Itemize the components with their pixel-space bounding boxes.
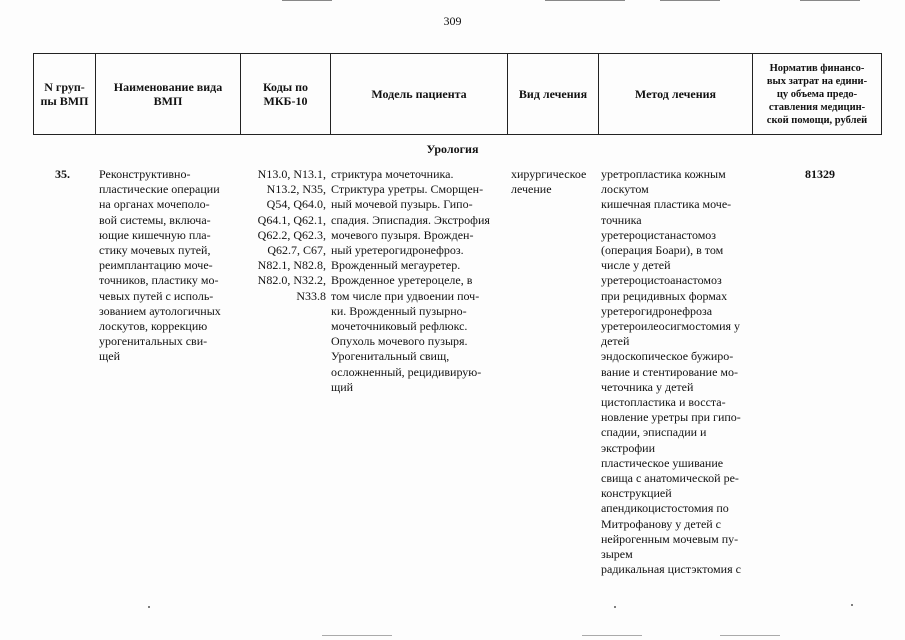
- scan-mark: [322, 635, 392, 636]
- text-line: реимплантацию моче-: [99, 258, 213, 273]
- text-line: Q64.1, Q62.1,: [257, 212, 326, 227]
- text-line: апендикоцистостомия по: [601, 501, 729, 516]
- table-header: [33, 53, 882, 135]
- text-line: новление уретры при гипо-: [601, 410, 741, 425]
- text-line: зованием аутологичных: [99, 303, 221, 318]
- text-line: радикальная цистэктомия с: [601, 562, 741, 577]
- text-line: N13.0, N13.1,: [257, 167, 326, 181]
- text-line: уретерогидронефроза: [601, 303, 713, 318]
- text-line: щей: [99, 349, 120, 364]
- text-line: Митрофанову у детей с: [601, 516, 722, 531]
- header-name-label: Наименование вида ВМП: [113, 80, 223, 108]
- treatment-method: [601, 167, 754, 577]
- text-line: экстрофии: [601, 440, 656, 455]
- text-line: хирургическое: [511, 167, 587, 181]
- text-line: N33.8: [296, 288, 326, 303]
- header-group-label: N груп- пы ВМП: [40, 80, 89, 108]
- text-line: числе у детей: [601, 258, 671, 273]
- text-line: Реконструктивно-: [99, 167, 191, 181]
- scan-mark: [545, 0, 625, 1]
- text-line: уретероцистоанастомоз: [601, 273, 722, 288]
- scan-mark: [660, 0, 720, 1]
- text-line: ный мочевой пузырь. Гипо-: [331, 197, 473, 212]
- section-title: Урология: [426, 142, 479, 156]
- text-line: цистопластика и восста-: [601, 395, 726, 410]
- treatment-type: [511, 167, 599, 197]
- header-name: [96, 54, 241, 135]
- text-line: (операция Боари), в том: [601, 243, 724, 258]
- text-line: точника: [601, 212, 642, 227]
- text-line: Врожденное уретероцеле, в: [331, 273, 473, 288]
- cost-norm: 81329: [805, 167, 835, 181]
- text-line: спадия. Эписпадия. Экстрофия: [331, 212, 490, 227]
- text-line: ки. Врожденный пузырно-: [331, 303, 467, 318]
- text-line: N82.1, N82.8,: [257, 258, 326, 273]
- scan-mark: [282, 0, 332, 1]
- text-line: нейрогенным мочевым пу-: [601, 531, 739, 546]
- text-line: Q54, Q64.0,: [266, 197, 326, 212]
- text-line: на органах мочеполо-: [99, 197, 210, 212]
- text-line: осложненный, рецидивирую-: [331, 364, 482, 379]
- scan-speck: [851, 604, 853, 606]
- text-line: щий: [331, 379, 354, 394]
- text-line: спадии, эписпадии и: [601, 425, 707, 440]
- text-line: точников, пластику мо-: [99, 273, 219, 288]
- text-line: Q62.2, Q62.3,: [257, 227, 326, 242]
- text-line: том числе при удвоении поч-: [331, 288, 480, 303]
- text-line: при рецидивных формах: [601, 288, 728, 303]
- text-line: чевых путей с исполь-: [99, 288, 214, 303]
- text-line: ный уретерогидронефроз.: [331, 243, 464, 258]
- text-line: Q62.7, C67,: [267, 243, 326, 258]
- header-model: [331, 54, 508, 135]
- header-norm-label: Норматив финансо- вых затрат на едини- цу объема предо- ставления медицин- ской помощи, рублей: [766, 62, 868, 126]
- header-method-label: Метод лечения: [634, 87, 717, 101]
- text-line: вой системы, включа-: [99, 212, 211, 227]
- row-number: 35.: [55, 167, 70, 181]
- text-line: урогенитальных сви-: [99, 334, 208, 349]
- scan-speck: [148, 606, 150, 608]
- text-line: эндоскопическое бужиро-: [601, 349, 734, 364]
- text-line: Стриктура уретры. Сморщен-: [331, 182, 484, 197]
- text-line: кишечная пластика моче-: [601, 197, 732, 212]
- header-norm: [753, 54, 882, 135]
- text-line: лоскутов, коррекцию: [99, 319, 208, 334]
- text-line: четочника у детей: [601, 379, 694, 394]
- text-line: свища с анатомической ре-: [601, 471, 739, 486]
- text-line: мочевого пузыря. Врожден-: [331, 227, 474, 242]
- text-line: лоскутом: [601, 182, 649, 197]
- text-line: конструкцией: [601, 486, 672, 501]
- text-line: Опухоль мочевого пузыря.: [331, 334, 468, 349]
- text-line: ющие кишечную пла-: [99, 227, 211, 242]
- vmp-name: [99, 167, 239, 365]
- icd-codes: [240, 167, 326, 304]
- header-treatment-type-label: Вид лечения: [518, 87, 588, 101]
- header-treatment-type: [508, 54, 599, 135]
- header-group: [34, 54, 96, 135]
- patient-model: [331, 167, 509, 395]
- text-line: лечение: [511, 182, 552, 197]
- text-line: мочеточниковый рефлюкс.: [331, 319, 468, 334]
- scan-speck: [614, 606, 616, 608]
- header-model-label: Модель пациента: [371, 87, 467, 101]
- text-line: детей: [601, 334, 630, 349]
- text-line: уретропластика кожным: [601, 167, 726, 181]
- text-line: N82.0, N32.2,: [257, 273, 326, 288]
- page-number: 309: [443, 14, 462, 28]
- text-line: Врожденный мегауретер.: [331, 258, 461, 273]
- text-line: пластическое ушивание: [601, 455, 724, 470]
- header-method: [599, 54, 753, 135]
- text-line: уретероилеосигмостомия у: [601, 319, 741, 334]
- header-codes: [241, 54, 331, 135]
- text-line: стику мочевых путей,: [99, 243, 211, 258]
- scan-mark: [800, 0, 860, 1]
- text-line: пластические операции: [99, 182, 220, 197]
- scan-mark: [720, 635, 780, 636]
- text-line: зырем: [601, 547, 633, 562]
- header-codes-label: Коды по МКБ-10: [262, 80, 309, 108]
- text-line: стриктура мочеточника.: [331, 167, 454, 181]
- text-line: N13.2, N35,: [266, 182, 326, 197]
- scan-mark: [582, 635, 642, 636]
- text-line: вание и стентирование мо-: [601, 364, 739, 379]
- text-line: Урогенитальный свищ,: [331, 349, 450, 364]
- text-line: уретероцистанастомоз: [601, 227, 717, 242]
